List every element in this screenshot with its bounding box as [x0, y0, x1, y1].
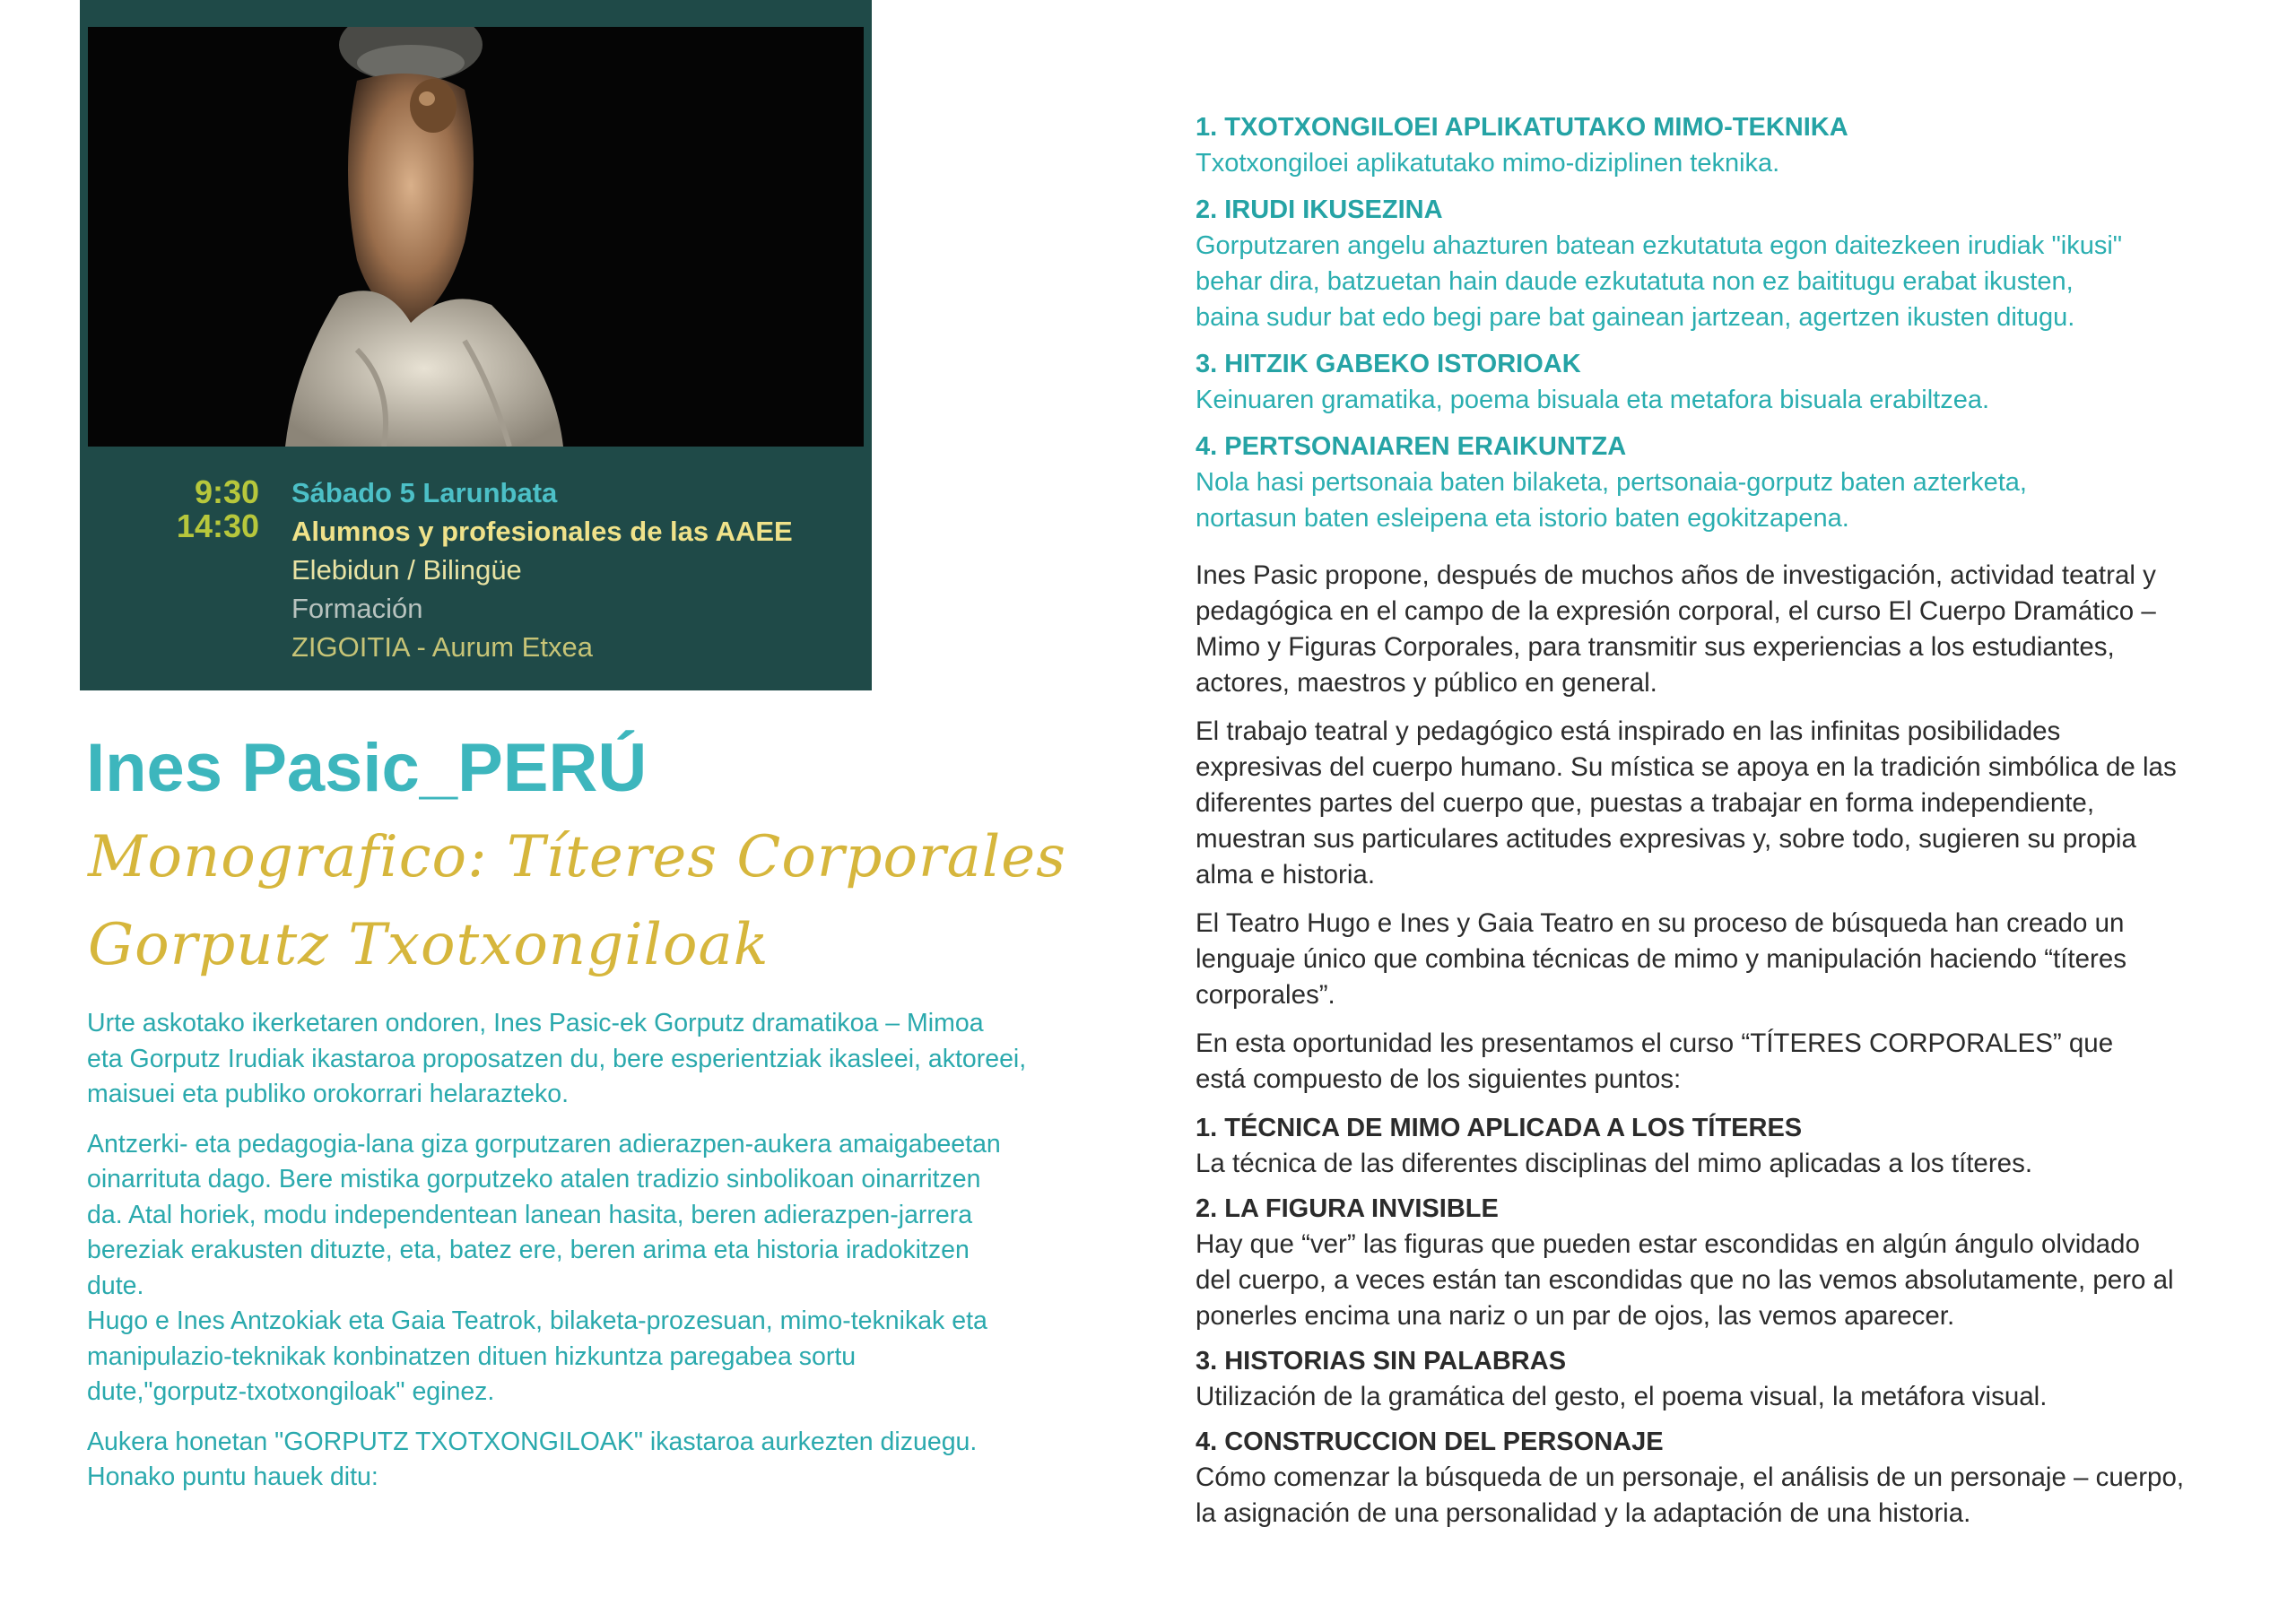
- text-line: Ines Pasic propone, después de muchos años de investigación, actividad teatral y: [1196, 560, 2156, 590]
- text-line: baina sudur bat edo begi pare bat gainean jartzean, agertzen ikusten ditugu.: [1196, 303, 2075, 332]
- text-line: Urte askotako ikerketaren ondoren, Ines Pasic-ek Gorputz dramatikoa – Mimoa: [87, 1009, 984, 1037]
- performance-photo: [88, 27, 864, 447]
- spanish-intro-paragraph-3: [1196, 906, 2272, 1013]
- text-line: diferentes partes del cuerpo que, puestas a trabajar en forma independiente,: [1196, 788, 2095, 818]
- text-line: En esta oportunidad les presentamos el curso “TÍTERES CORPORALES” que: [1196, 1028, 2114, 1058]
- text-line: dute,"gorputz-txotxongiloak" eginez.: [87, 1377, 495, 1406]
- spanish-point-4: [1196, 1424, 2272, 1532]
- text-line: actores, maestros y público en general.: [1196, 668, 1657, 698]
- point-heading: 1. TXOTXONGILOEI APLIKATUTAKO MIMO-TEKNIKA: [1196, 113, 1848, 142]
- spanish-point-2: [1196, 1191, 2272, 1334]
- text-line: Cómo comenzar la búsqueda de un personaje, el análisis de un personaje – cuerpo,: [1196, 1462, 2185, 1492]
- point-body: [1196, 145, 2272, 181]
- point-body: [1196, 1379, 2272, 1415]
- text-line: Hugo e Ines Antzokiak eta Gaia Teatrok, bilaketa-prozesuan, mimo-teknikak eta: [87, 1306, 987, 1335]
- text-line: manipulazio-teknikak konbinatzen dituen hizkuntza paregabea sortu: [87, 1341, 857, 1371]
- spanish-point-1: [1196, 1110, 2272, 1182]
- basque-point-2: [1196, 192, 2272, 335]
- text-line: Honako puntu hauek ditu:: [87, 1462, 378, 1491]
- subtitle-basque: Gorputz Txotxongiloak: [88, 912, 770, 978]
- point-body: [1196, 464, 2272, 536]
- point-body: [1196, 228, 2272, 335]
- text-line: muestran sus particulares actitudes expresivas y, sobre todo, sugieren su propia: [1196, 824, 2136, 854]
- point-heading: 3. HISTORIAS SIN PALABRAS: [1196, 1347, 1567, 1376]
- text-line: está compuesto de los siguientes puntos:: [1196, 1064, 1682, 1094]
- text-line: Nola hasi pertsonaia baten bilaketa, pertsonaia-gorputz baten azterketa,: [1196, 468, 2027, 497]
- text-line: lenguaje único que combina técnicas de mimo y manipulación haciendo “títeres: [1196, 944, 2127, 974]
- event-card: [80, 0, 872, 690]
- text-line: Antzerki- eta pedagogia-lana giza gorputzaren adierazpen-aukera amaigabeetan: [87, 1129, 1001, 1159]
- basque-intro-paragraph-1: [87, 1006, 1145, 1113]
- text-line: El trabajo teatral y pedagógico está inspirado en las infinitas posibilidades: [1196, 716, 2061, 746]
- point-heading: 3. HITZIK GABEKO ISTORIOAK: [1196, 350, 1581, 378]
- basque-point-1: [1196, 109, 2272, 181]
- text-line: corporales”.: [1196, 980, 1335, 1010]
- point-body: [1196, 382, 2272, 418]
- text-line: oinarrituta dago. Bere mistika gorputzeko atalen tradizio sinbolikoan oinarritzen: [87, 1165, 981, 1193]
- point-body: [1196, 1460, 2272, 1532]
- event-type: Formación: [291, 593, 423, 624]
- point-heading: 4. CONSTRUCCION DEL PERSONAJE: [1196, 1428, 1664, 1456]
- text-line: da. Atal horiek, modu independentean lanean hasita, beren adierazpen-jarrera: [87, 1200, 973, 1229]
- text-line: Txotxongiloei aplikatutako mimo-diziplinen teknika.: [1196, 149, 1780, 178]
- subtitle-spanish: Monografico: Títeres Corporales: [88, 824, 1066, 890]
- event-times: [170, 475, 259, 543]
- text-line: ponerles encima una nariz o un par de ojos, las vemos aparecer.: [1196, 1301, 1955, 1331]
- body-puppet-foot-image: [88, 27, 864, 447]
- text-line: Aukera honetan "GORPUTZ TXOTXONGILOAK" ikastaroa aurkezten dizuegu.: [87, 1427, 978, 1456]
- basque-intro-paragraph-3: [87, 1425, 1145, 1496]
- point-heading: 4. PERTSONAIAREN ERAIKUNTZA: [1196, 432, 1627, 461]
- event-date: Sábado 5 Larunbata: [291, 477, 558, 508]
- text-line: expresivas del cuerpo humano. Su mística se apoya en la tradición simbólica de las: [1196, 752, 2177, 782]
- text-line: nortasun baten esleipena eta istorio baten egokitzapena.: [1196, 504, 1849, 533]
- page-title: Ines Pasic_PERÚ: [86, 730, 648, 806]
- start-time: 9:30: [194, 473, 259, 510]
- text-line: Utilización de la gramática del gesto, el poema visual, la metáfora visual.: [1196, 1382, 2048, 1411]
- spanish-intro: [1196, 558, 2272, 1098]
- spanish-intro-paragraph-1: [1196, 558, 2272, 701]
- point-heading: 1. TÉCNICA DE MIMO APLICADA A LOS TÍTERES: [1196, 1114, 1803, 1142]
- spanish-point-3: [1196, 1343, 2272, 1415]
- basque-point-4: [1196, 429, 2272, 536]
- text-line: la asignación de una personalidad y la adaptación de una historia.: [1196, 1498, 1971, 1528]
- event-venue: ZIGOITIA - Aurum Etxea: [291, 631, 593, 663]
- point-body: [1196, 1146, 2272, 1182]
- spanish-intro-paragraph-2: [1196, 714, 2272, 893]
- event-audience: Alumnos y profesionales de las AAEE: [291, 516, 793, 547]
- basque-intro-paragraph-2: [87, 1127, 1145, 1410]
- text-line: del cuerpo, a veces están tan escondidas que no las vemos absolutamente, pero al: [1196, 1265, 2174, 1295]
- event-language: Elebidun / Bilingüe: [291, 554, 522, 586]
- basque-intro: [87, 1006, 1145, 1510]
- end-time: 14:30: [176, 508, 259, 544]
- text-line: Mimo y Figuras Corporales, para transmitir sus experiencias a los estudiantes,: [1196, 632, 2115, 662]
- text-line: alma e historia.: [1196, 860, 1376, 890]
- text-line: Hay que “ver” las figuras que pueden estar escondidas en algún ángulo olvidado: [1196, 1229, 2140, 1259]
- text-line: Gorputzaren angelu ahazturen batean ezkutatuta egon daitezkeen irudiak "ikusi": [1196, 231, 2123, 260]
- text-line: Keinuaren gramatika, poema bisuala eta metafora bisuala erabiltzea.: [1196, 386, 1990, 414]
- point-heading: 2. IRUDI IKUSEZINA: [1196, 195, 1443, 224]
- text-line: pedagógica en el campo de la expresión corporal, el curso El Cuerpo Dramático –: [1196, 596, 2156, 626]
- basque-point-3: [1196, 346, 2272, 418]
- text-line: behar dira, batzuetan hain daude ezkutatuta non ez baititugu erabat ikusten,: [1196, 267, 2074, 296]
- text-line: La técnica de las diferentes disciplinas del mimo aplicadas a los títeres.: [1196, 1149, 2033, 1178]
- text-line: bereziak erakusten dituzte, eta, batez ere, beren arima eta historia iradokitzen: [87, 1236, 970, 1264]
- right-column: [1196, 109, 2272, 1541]
- text-line: eta Gorputz Irudiak ikastaroa proposatzen du, bere esperientziak ikasleei, aktoreei,: [87, 1044, 1027, 1073]
- text-line: maisuei eta publiko orokorrari helarazteko.: [87, 1080, 570, 1108]
- point-heading: 2. LA FIGURA INVISIBLE: [1196, 1194, 1499, 1223]
- text-line: El Teatro Hugo e Ines y Gaia Teatro en su proceso de búsqueda han creado un: [1196, 908, 2125, 938]
- text-line: dute.: [87, 1271, 144, 1300]
- point-body: [1196, 1227, 2272, 1334]
- spanish-intro-paragraph-4: [1196, 1026, 2272, 1098]
- event-info: [291, 473, 793, 666]
